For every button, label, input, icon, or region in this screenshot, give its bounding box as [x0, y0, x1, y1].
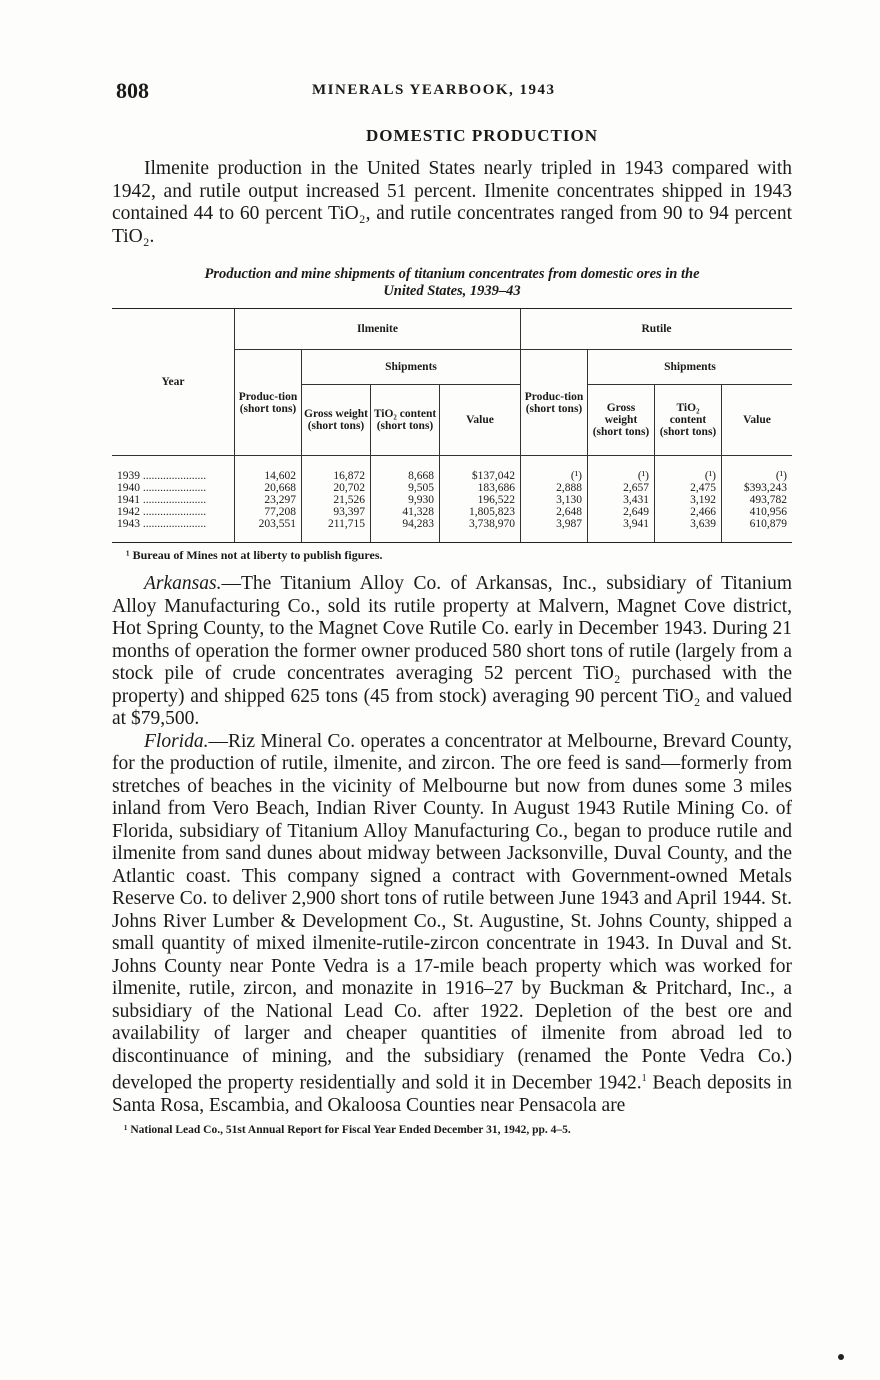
rutile-shipments-header: Shipments	[588, 350, 793, 385]
cell-ilm-prod: 23,297	[235, 494, 302, 506]
cell-ilm-value: 196,522	[440, 494, 521, 506]
table-row	[112, 506, 792, 518]
cell-ilm-value: 1,805,823	[440, 506, 521, 518]
cell-rut-prod: (¹)	[521, 456, 588, 483]
cell-ilm-gross: 93,397	[302, 506, 371, 518]
cell-ilm-tio2: 9,505	[371, 482, 440, 494]
arkansas-paragraph	[112, 573, 792, 731]
florida-text: —Riz Mineral Co. operates a concentrator at Melbourne, Brevard County, for the production of rutile, ilmenite, and zircon. The ore feed is sand—formerly from stretches of beaches in the vicinity of Melbourne but now from dunes some 3 miles inland from Vero Beach, Indian River County. In August 1943 Rutile Mining Co. of Florida, subsidiary of Titanium Alloy Manufacturing Co., began to produce rutile and ilmenite from sand dunes about midway between Jacksonville, Duval County, and the Atlantic coast. This company signed a contract with Government-owned Metals Reserve Co. to deliver 2,900 short tons of rutile between June 1943 and April 1944. St. Johns River Lumber & Development Co., St. Augustine, St. Johns County, shipped a small quantity of mixed ilmenite-rutile-zircon concentrate in 1943. In Duval and St. Johns County near Ponte Vedra is a 17-mile beach property which was worked for ilmenite, rutile, zircon, and monazite in 1916–27 by Buckman & Pritchard, Inc., a subsidiary of the National Lead Co. after 1922. Depletion of the best ore and availability of larger and cheaper quantities of ilmenite from abroad led to discontinuance of mining, and the subsidiary (renamed the Ponte Vedra Co.) developed the property residentially and sold it in December 1942.	[112, 730, 792, 1094]
cell-ilm-gross: 211,715	[302, 518, 371, 543]
cell-ilm-prod: 77,208	[235, 506, 302, 518]
cell-rut-tio2: 2,466	[655, 506, 722, 518]
florida-paragraph	[112, 731, 792, 1118]
cell-ilm-prod: 14,602	[235, 456, 302, 483]
cell-ilm-prod: 20,668	[235, 482, 302, 494]
rutile-gross-weight-header: Gross weight (short tons)	[588, 385, 655, 456]
cell-rut-value: 610,879	[722, 518, 793, 543]
ilmenite-tio2-header: TiO₂ content (short tons)	[371, 385, 440, 456]
table-row	[112, 518, 792, 543]
cell-rut-tio2: (¹)	[655, 456, 722, 483]
ilmenite-gross-weight-header: Gross weight (short tons)	[302, 385, 371, 456]
table-row	[112, 494, 792, 506]
cell-ilm-value: 183,686	[440, 482, 521, 494]
rutile-header: Rutile	[521, 309, 793, 350]
florida-text-continued: Beach deposits in Santa Rosa, Escambia, and Okaloosa Counties near Pensacola are	[112, 1072, 792, 1116]
cell-ilm-value: $137,042	[440, 456, 521, 483]
cell-ilm-tio2: 9,930	[371, 494, 440, 506]
table-footnote: ¹ Bureau of Mines not at liberty to publish figures.	[126, 548, 383, 562]
cell-rut-value: $393,243	[722, 482, 793, 494]
book-title: MINERALS YEARBOOK, 1943	[312, 82, 556, 98]
page	[112, 70, 792, 1136]
cell-ilm-tio2: 41,328	[371, 506, 440, 518]
page-footnote: ¹ National Lead Co., 51st Annual Report for Fiscal Year Ended December 31, 1942, pp. 4–5.	[124, 1123, 571, 1136]
cell-rut-value: (¹)	[722, 456, 793, 483]
ilmenite-header: Ilmenite	[235, 309, 521, 350]
cell-year: 1939 ......................	[117, 470, 207, 482]
cell-ilm-gross: 20,702	[302, 482, 371, 494]
cell-year: 1941 ......................	[117, 494, 207, 506]
year-header: Year	[112, 309, 235, 456]
rutile-production-header: Produc-tion (short tons)	[521, 350, 588, 456]
florida-lead: Florida.	[144, 730, 209, 752]
cell-rut-tio2: 3,639	[655, 518, 722, 543]
cell-rut-prod: 2,648	[521, 506, 588, 518]
ilmenite-shipments-header: Shipments	[302, 350, 521, 385]
ilmenite-production-header: Produc-tion (short tons)	[235, 350, 302, 456]
ilmenite-value-header: Value	[440, 385, 521, 456]
intro-paragraph: Ilmenite production in the United States nearly tripled in 1943 compared with 1942, and rutile output increased 51 percent. Ilmenite concentrates shipped in 1943 contained 44 to 60 percent TiO₂, and rutile concentrates ranged from 90 to 94 percent TiO₂.	[112, 158, 792, 247]
running-head	[112, 70, 792, 106]
table-caption-line-1: Production and mine shipments of titanium concentrates from domestic ores in the	[204, 266, 700, 282]
cell-ilm-gross: 16,872	[302, 456, 371, 483]
cell-rut-value: 493,782	[722, 494, 793, 506]
cell-ilm-tio2: 94,283	[371, 518, 440, 543]
cell-rut-tio2: 2,475	[655, 482, 722, 494]
cell-ilm-prod: 203,551	[235, 518, 302, 543]
cell-rut-prod: 3,130	[521, 494, 588, 506]
table-row	[112, 456, 792, 483]
cell-rut-gross: 3,431	[588, 494, 655, 506]
table-caption	[112, 266, 792, 300]
table-caption-line-2: United States, 1939–43	[383, 283, 521, 299]
cell-year: 1942 ......................	[117, 506, 207, 518]
cell-year: 1940 ......................	[117, 482, 207, 494]
cell-rut-prod: 2,888	[521, 482, 588, 494]
print-speck	[838, 1354, 844, 1360]
cell-rut-gross: 2,657	[588, 482, 655, 494]
section-title: DOMESTIC PRODUCTION	[366, 126, 598, 145]
cell-rut-gross: 2,649	[588, 506, 655, 518]
rutile-tio2-header: TiO₂ content (short tons)	[655, 385, 722, 456]
footnote-ref: 1	[641, 1073, 647, 1084]
cell-rut-prod: 3,987	[521, 518, 588, 543]
arkansas-lead: Arkansas.	[144, 573, 222, 594]
cell-ilm-gross: 21,526	[302, 494, 371, 506]
cell-rut-value: 410,956	[722, 506, 793, 518]
rutile-value-header: Value	[722, 385, 793, 456]
table-row	[112, 482, 792, 494]
cell-rut-tio2: 3,192	[655, 494, 722, 506]
cell-ilm-tio2: 8,668	[371, 456, 440, 483]
titanium-production-table	[112, 308, 792, 543]
cell-rut-gross: (¹)	[588, 456, 655, 483]
cell-ilm-value: 3,738,970	[440, 518, 521, 543]
page-number: 808	[116, 78, 149, 103]
arkansas-text: —The Titanium Alloy Co. of Arkansas, Inc., subsidiary of Titanium Alloy Manufacturing Co., sold its rutile property at Malvern, Magnet Cove district, Hot Spring County, to the Magnet Cove Rutile Co. early in December 1943. During 21 months of operation the former owner produced 580 short tons of rutile (largely from a stock pile of crude concentrates averaging 52 percent TiO₂ purchased with the property) and shipped 625 tons (45 from stock) averaging 90 percent TiO₂ and valued at $79,500.	[112, 573, 792, 729]
cell-year: 1943 ......................	[112, 518, 235, 543]
cell-rut-gross: 3,941	[588, 518, 655, 543]
